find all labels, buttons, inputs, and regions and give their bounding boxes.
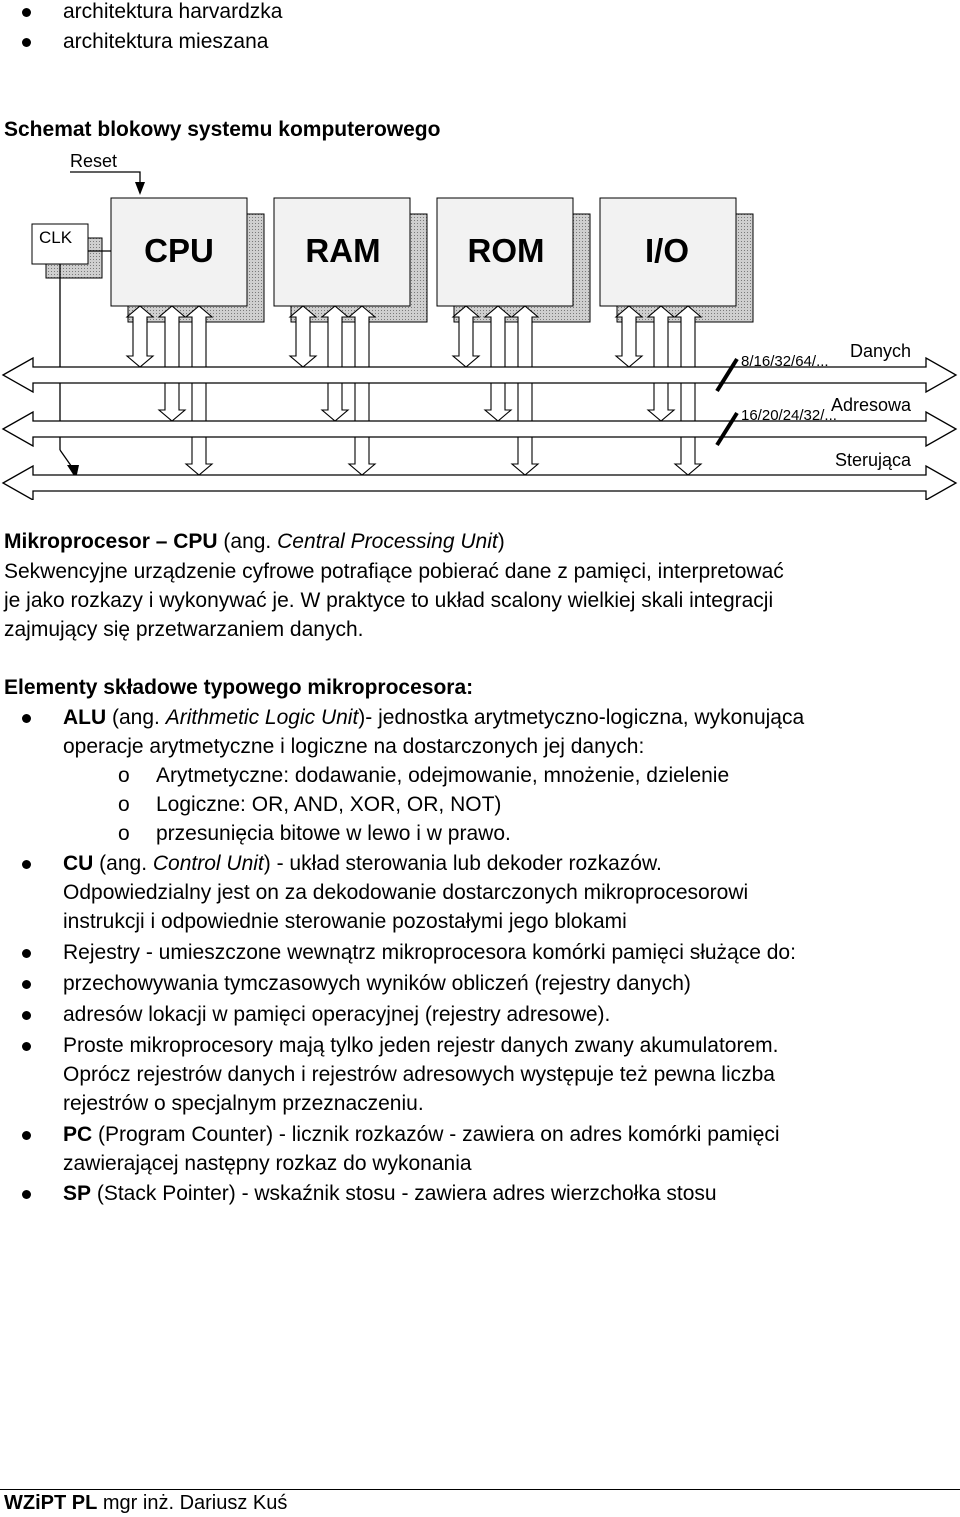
data-connector-arrow bbox=[127, 306, 153, 367]
footer bbox=[4, 1490, 287, 1516]
bus-address-width: 16/20/24/32/... bbox=[741, 407, 837, 424]
bullet-dot bbox=[22, 1190, 31, 1199]
alu-sub-item: Logiczne: OR, AND, XOR, OR, NOT) bbox=[156, 793, 502, 816]
sp-bold: SP bbox=[63, 1182, 92, 1205]
alu-bold: ALU bbox=[63, 706, 107, 729]
bullet-dot bbox=[22, 980, 31, 989]
cu-rest: ) - układ sterowania lub dekoder rozkazów. bbox=[263, 852, 662, 875]
cu-ang: (ang. bbox=[93, 852, 153, 875]
bus-address-label: Adresowa bbox=[830, 395, 911, 415]
cu-italic: Control Unit bbox=[152, 852, 264, 875]
block-label-cpu: CPU bbox=[144, 232, 214, 269]
clk-label: CLK bbox=[39, 228, 73, 247]
reset-line bbox=[70, 172, 140, 190]
cpu-description-line: zajmujący się przetwarzaniem danych. bbox=[4, 618, 364, 641]
reset-label: Reset bbox=[70, 151, 118, 171]
bullet-dot bbox=[22, 1042, 31, 1051]
bullet-dot bbox=[22, 714, 31, 723]
data-connector-arrow bbox=[616, 306, 642, 367]
address-connector-arrow bbox=[485, 306, 511, 421]
pc-line2: zawierającej następny rozkaz do wykonania bbox=[63, 1152, 472, 1175]
block-io bbox=[600, 198, 753, 322]
bus-data-width: 8/16/32/64/... bbox=[741, 353, 829, 370]
cpu-title-italic: Central Processing Unit bbox=[277, 530, 498, 553]
cu-line3: instrukcji i odpowiednie sterowanie pozostałymi jego blokami bbox=[63, 910, 627, 933]
sp-rest: (Stack Pointer) - wskaźnik stosu - zawiera adres wierzchołka stosu bbox=[91, 1182, 717, 1205]
alu-rest: )- jednostka arytmetyczno-logiczna, wykonująca bbox=[358, 706, 805, 729]
block-cpu bbox=[111, 198, 264, 322]
alu-sub-item: przesunięcia bitowe w lewo i w prawo. bbox=[156, 822, 511, 845]
cpu-title-close: ) bbox=[497, 530, 505, 553]
registers-item: przechowywania tymczasowych wyników obliczeń (rejestry danych) bbox=[63, 972, 691, 995]
bullet-dot bbox=[22, 38, 31, 47]
cpu-description-line: je jako rozkazy i wykonywać je. W praktyce to układ scalony wielkiej skali integracji bbox=[4, 589, 774, 612]
diagram-title: Schemat blokowy systemu komputerowego bbox=[4, 118, 441, 141]
sub-bullet-marker: o bbox=[118, 822, 130, 845]
block-label-rom: ROM bbox=[467, 232, 545, 269]
elements-title: Elementy składowe typowego mikroprocesora: bbox=[4, 676, 474, 699]
bullet-dot bbox=[22, 1011, 31, 1020]
cu-bold: CU bbox=[63, 852, 94, 875]
sub-bullet-marker: o bbox=[118, 793, 130, 816]
registers-item: Rejestry - umieszczone wewnątrz mikroprocesora komórki pamięci służące do: bbox=[63, 941, 796, 964]
cu-line2: Odpowiedzialny jest on za dekodowanie dostarczonych mikroprocesorowi bbox=[63, 881, 749, 904]
footer-rest: mgr inż. Dariusz Kuś bbox=[97, 1492, 288, 1514]
data-connector-arrow bbox=[290, 306, 316, 367]
cpu-title-ang: (ang. bbox=[217, 530, 278, 553]
sp-item bbox=[63, 1179, 717, 1209]
sub-bullet-marker: o bbox=[118, 764, 130, 787]
block-label-io: I/O bbox=[644, 232, 690, 269]
bus-data-label: Danych bbox=[849, 341, 911, 361]
block-label-ram: RAM bbox=[305, 232, 381, 269]
cpu-title bbox=[4, 527, 505, 557]
bullet-dot bbox=[22, 860, 31, 869]
bus-control bbox=[3, 466, 956, 500]
address-connector-arrow bbox=[648, 306, 674, 421]
accumulator-line2: Oprócz rejestrów danych i rejestrów adresowych występuje też pewna liczba bbox=[63, 1063, 775, 1086]
cpu-description-line: Sekwencyjne urządzenie cyfrowe potrafiące pobierać dane z pamięci, interpretować bbox=[4, 560, 784, 583]
bullet-dot bbox=[22, 949, 31, 958]
alu-sub-item: Arytmetyczne: dodawanie, odejmowanie, mnożenie, dzielenie bbox=[156, 764, 730, 787]
cpu-title-bold: Mikroprocesor – CPU bbox=[4, 530, 218, 553]
control-connector-arrow bbox=[675, 306, 701, 475]
data-connector-arrow bbox=[453, 306, 479, 367]
pc-rest: (Program Counter) - licznik rozkazów - zawiera on adres komórki pamięci bbox=[92, 1123, 780, 1146]
address-connector-arrow bbox=[322, 306, 348, 421]
footer-bold: WZiPT PL bbox=[4, 1492, 98, 1514]
bullet-dot bbox=[22, 1131, 31, 1140]
control-connector-arrow bbox=[349, 306, 375, 475]
bus-control-label: Sterująca bbox=[834, 450, 911, 470]
bullet-dot bbox=[22, 8, 31, 17]
alu-italic: Arithmetic Logic Unit bbox=[165, 706, 359, 729]
reset-arrow bbox=[135, 182, 145, 195]
list-item: architektura harvardzka bbox=[63, 0, 283, 23]
pc-bold: PC bbox=[63, 1123, 93, 1146]
registers-item: adresów lokacji w pamięci operacyjnej (rejestry adresowe). bbox=[63, 1003, 611, 1026]
block-ram bbox=[274, 198, 427, 322]
cu-item bbox=[63, 849, 662, 879]
list-item: architektura mieszana bbox=[63, 30, 269, 53]
alu-line2: operacje arytmetyczne i logiczne na dostarczonych jej danych: bbox=[63, 735, 645, 758]
control-connector-arrow bbox=[186, 306, 212, 475]
block-diagram bbox=[0, 145, 960, 500]
accumulator-line1: Proste mikroprocesory mają tylko jeden rejestr danych zwany akumulatorem. bbox=[63, 1034, 779, 1057]
pc-item bbox=[63, 1120, 780, 1150]
accumulator-line3: rejestrów o specjalnym przeznaczeniu. bbox=[63, 1092, 424, 1115]
block-rom bbox=[437, 198, 590, 322]
control-connector-arrow bbox=[512, 306, 538, 475]
alu-item bbox=[63, 703, 804, 733]
alu-ang: (ang. bbox=[106, 706, 166, 729]
address-connector-arrow bbox=[159, 306, 185, 421]
bus-connectors bbox=[127, 306, 701, 475]
